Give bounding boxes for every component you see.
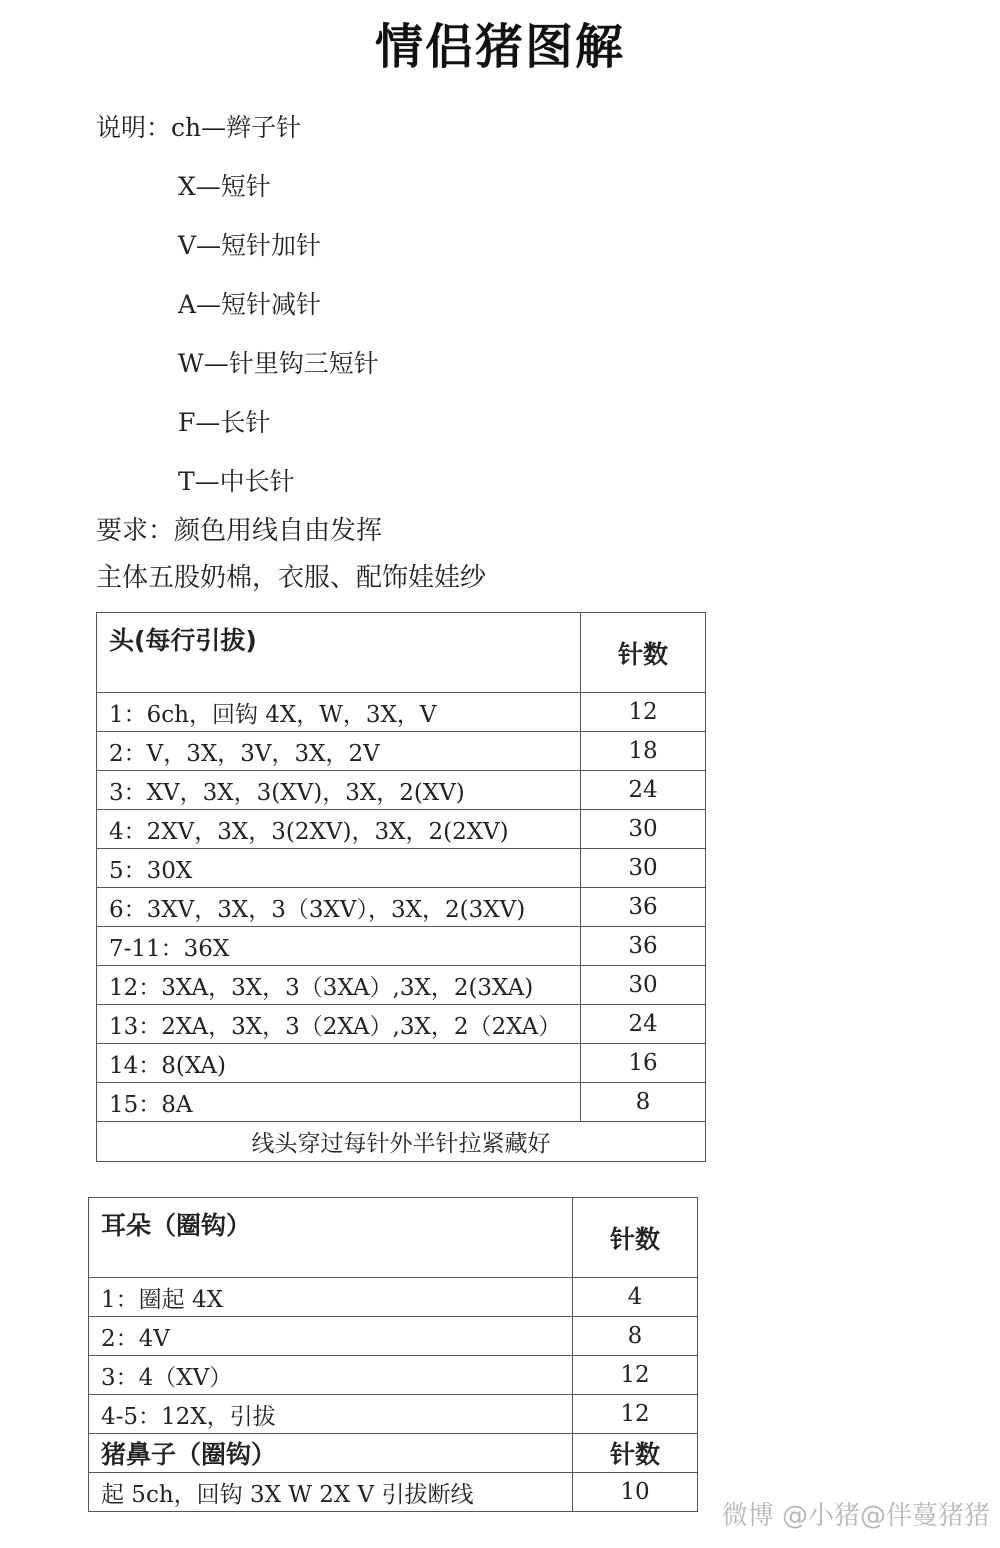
row-count: 36 bbox=[581, 927, 706, 966]
table-row bbox=[89, 1473, 698, 1512]
head-count-header: 针数 bbox=[581, 613, 706, 693]
legend-item: A—短针减针 bbox=[178, 290, 322, 319]
row-step: 2：V，3X，3V，3X，2V bbox=[97, 732, 581, 771]
table-row bbox=[97, 1005, 706, 1044]
legend-intro: 说明：ch—辫子针 bbox=[96, 113, 302, 142]
row-count: 36 bbox=[581, 888, 706, 927]
row-step: 起 5ch，回钩 3X W 2X V 引拔断线 bbox=[89, 1473, 573, 1512]
nose-count-header: 针数 bbox=[573, 1434, 698, 1473]
legend-item: X—短针 bbox=[178, 172, 271, 201]
table-row bbox=[89, 1317, 698, 1356]
row-step: 13：2XA，3X，3（2XA）,3X，2（2XA） bbox=[97, 1005, 581, 1044]
finishing-note: 线头穿过每针外半针拉紧藏好 bbox=[97, 1122, 706, 1162]
legend-item: W—针里钩三短针 bbox=[178, 349, 379, 378]
row-step: 15：8A bbox=[97, 1083, 581, 1122]
head-table-title: 头(每行引拔) bbox=[97, 613, 581, 693]
row-count: 30 bbox=[581, 966, 706, 1005]
row-step: 4-5：12X，引拔 bbox=[89, 1395, 573, 1434]
row-step: 12：3XA，3X，3（3XA）,3X，2(3XA) bbox=[97, 966, 581, 1005]
row-count: 12 bbox=[573, 1356, 698, 1395]
table-row bbox=[97, 771, 706, 810]
row-step: 14：8(XA) bbox=[97, 1044, 581, 1083]
row-step: 6：3XV，3X，3（3XV），3X，2(3XV) bbox=[97, 888, 581, 927]
watermark: 微博 @小猪@伴蔓猪猪 bbox=[721, 1501, 990, 1531]
row-count: 12 bbox=[581, 693, 706, 732]
ears-count-header: 针数 bbox=[573, 1198, 698, 1278]
ears-pattern-table bbox=[88, 1197, 698, 1512]
table-row bbox=[89, 1278, 698, 1317]
row-step: 4：2XV，3X，3(2XV)，3X，2(2XV) bbox=[97, 810, 581, 849]
row-count: 12 bbox=[573, 1395, 698, 1434]
page-title: 情侣猪图解 bbox=[374, 19, 625, 75]
row-step: 2：4V bbox=[89, 1317, 573, 1356]
legend-item: F—长针 bbox=[178, 408, 271, 437]
row-step: 5：30X bbox=[97, 849, 581, 888]
table-row bbox=[97, 1044, 706, 1083]
table-row bbox=[97, 732, 706, 771]
requirement-line: 主体五股奶棉，衣服、配饰娃娃纱 bbox=[96, 563, 487, 593]
row-count: 24 bbox=[581, 771, 706, 810]
table-row bbox=[97, 927, 706, 966]
stitch-legend bbox=[96, 110, 379, 523]
table-row bbox=[89, 1395, 698, 1434]
row-count: 8 bbox=[581, 1083, 706, 1122]
table-row bbox=[97, 810, 706, 849]
head-pattern-table bbox=[96, 612, 706, 1162]
row-step: 7-11：36X bbox=[97, 927, 581, 966]
table-row bbox=[97, 1083, 706, 1122]
table-row bbox=[97, 888, 706, 927]
table-row bbox=[89, 1356, 698, 1395]
requirement-line: 要求：颜色用线自由发挥 bbox=[96, 516, 383, 546]
table-row bbox=[97, 849, 706, 888]
row-count: 16 bbox=[581, 1044, 706, 1083]
row-count: 8 bbox=[573, 1317, 698, 1356]
legend-item: T—中长针 bbox=[178, 467, 295, 496]
row-count: 10 bbox=[573, 1473, 698, 1512]
table-row bbox=[97, 966, 706, 1005]
row-count: 30 bbox=[581, 849, 706, 888]
nose-header-row bbox=[89, 1434, 698, 1473]
table-row bbox=[97, 693, 706, 732]
ears-table-title: 耳朵（圈钩） bbox=[89, 1198, 573, 1278]
row-count: 18 bbox=[581, 732, 706, 771]
nose-table-title: 猪鼻子（圈钩） bbox=[89, 1434, 573, 1473]
row-count: 30 bbox=[581, 810, 706, 849]
row-step: 3：XV，3X，3(XV)，3X，2(XV) bbox=[97, 771, 581, 810]
legend-item: V—短针加针 bbox=[178, 231, 322, 260]
row-count: 24 bbox=[581, 1005, 706, 1044]
row-count: 4 bbox=[573, 1278, 698, 1317]
table-note-row bbox=[97, 1122, 706, 1162]
row-step: 1：圈起 4X bbox=[89, 1278, 573, 1317]
row-step: 1：6ch，回钩 4X，W，3X，V bbox=[97, 693, 581, 732]
row-step: 3：4（XV） bbox=[89, 1356, 573, 1395]
